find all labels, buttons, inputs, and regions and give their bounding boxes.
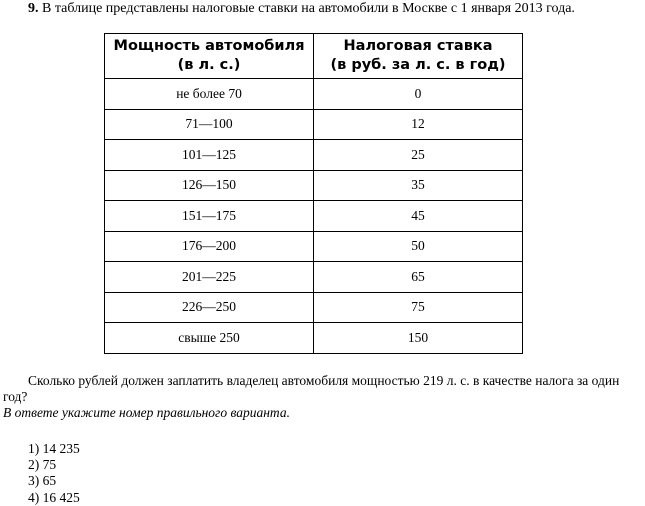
power-cell: 101—125 — [105, 140, 314, 171]
rate-cell: 75 — [314, 292, 523, 323]
column-header-rate — [314, 34, 523, 79]
rate-cell: 0 — [314, 79, 523, 110]
power-cell: 226—250 — [105, 292, 314, 323]
column-header-rate-line2: (в руб. за л. с. в год) — [330, 57, 506, 73]
answer-options — [28, 441, 80, 506]
power-cell: 176—200 — [105, 231, 314, 262]
rate-cell: 35 — [314, 170, 523, 201]
power-cell: 201—225 — [105, 262, 314, 293]
table-row — [105, 109, 523, 140]
answer-option: 4) 16 425 — [28, 489, 80, 505]
power-cell: 151—175 — [105, 201, 314, 232]
table-row — [105, 262, 523, 293]
tax-rate-table — [104, 33, 523, 354]
table-row — [105, 170, 523, 201]
answer-option: 3) 65 — [28, 473, 57, 489]
task-heading-text: В таблице представлены налоговые ставки на автомобили в Москве с 1 января 2013 года. — [42, 1, 575, 16]
table-row — [105, 201, 523, 232]
rate-cell: 45 — [314, 201, 523, 232]
table-row — [105, 79, 523, 110]
power-cell: 126—150 — [105, 170, 314, 201]
rate-cell: 65 — [314, 262, 523, 293]
column-header-power — [105, 34, 314, 79]
question-block — [3, 373, 639, 421]
table-row — [105, 292, 523, 323]
column-header-power-line1: Мощность автомобиля — [113, 38, 305, 54]
question-text: Сколько рублей должен заплатить владелец автомобиля мощностью 219 л. с. в качестве налога за один год? — [3, 373, 620, 404]
rate-cell: 25 — [314, 140, 523, 171]
rate-cell: 50 — [314, 231, 523, 262]
table-row — [105, 323, 523, 354]
answer-instruction: В ответе укажите номер правильного варианта. — [3, 405, 290, 420]
power-cell: 71—100 — [105, 109, 314, 140]
power-cell: свыше 250 — [105, 323, 314, 354]
task-number: 9. — [28, 1, 39, 16]
answer-option: 1) 14 235 — [28, 441, 80, 456]
table-row — [105, 231, 523, 262]
rate-cell: 12 — [314, 109, 523, 140]
power-cell: не более 70 — [105, 79, 314, 110]
column-header-rate-line1: Налоговая ставка — [343, 38, 493, 54]
task-heading — [28, 0, 575, 18]
rate-cell: 150 — [314, 323, 523, 354]
table-header-row — [105, 34, 523, 79]
table-row — [105, 140, 523, 171]
column-header-power-line2: (в л. с.) — [177, 57, 241, 73]
answer-option: 2) 75 — [28, 457, 57, 473]
